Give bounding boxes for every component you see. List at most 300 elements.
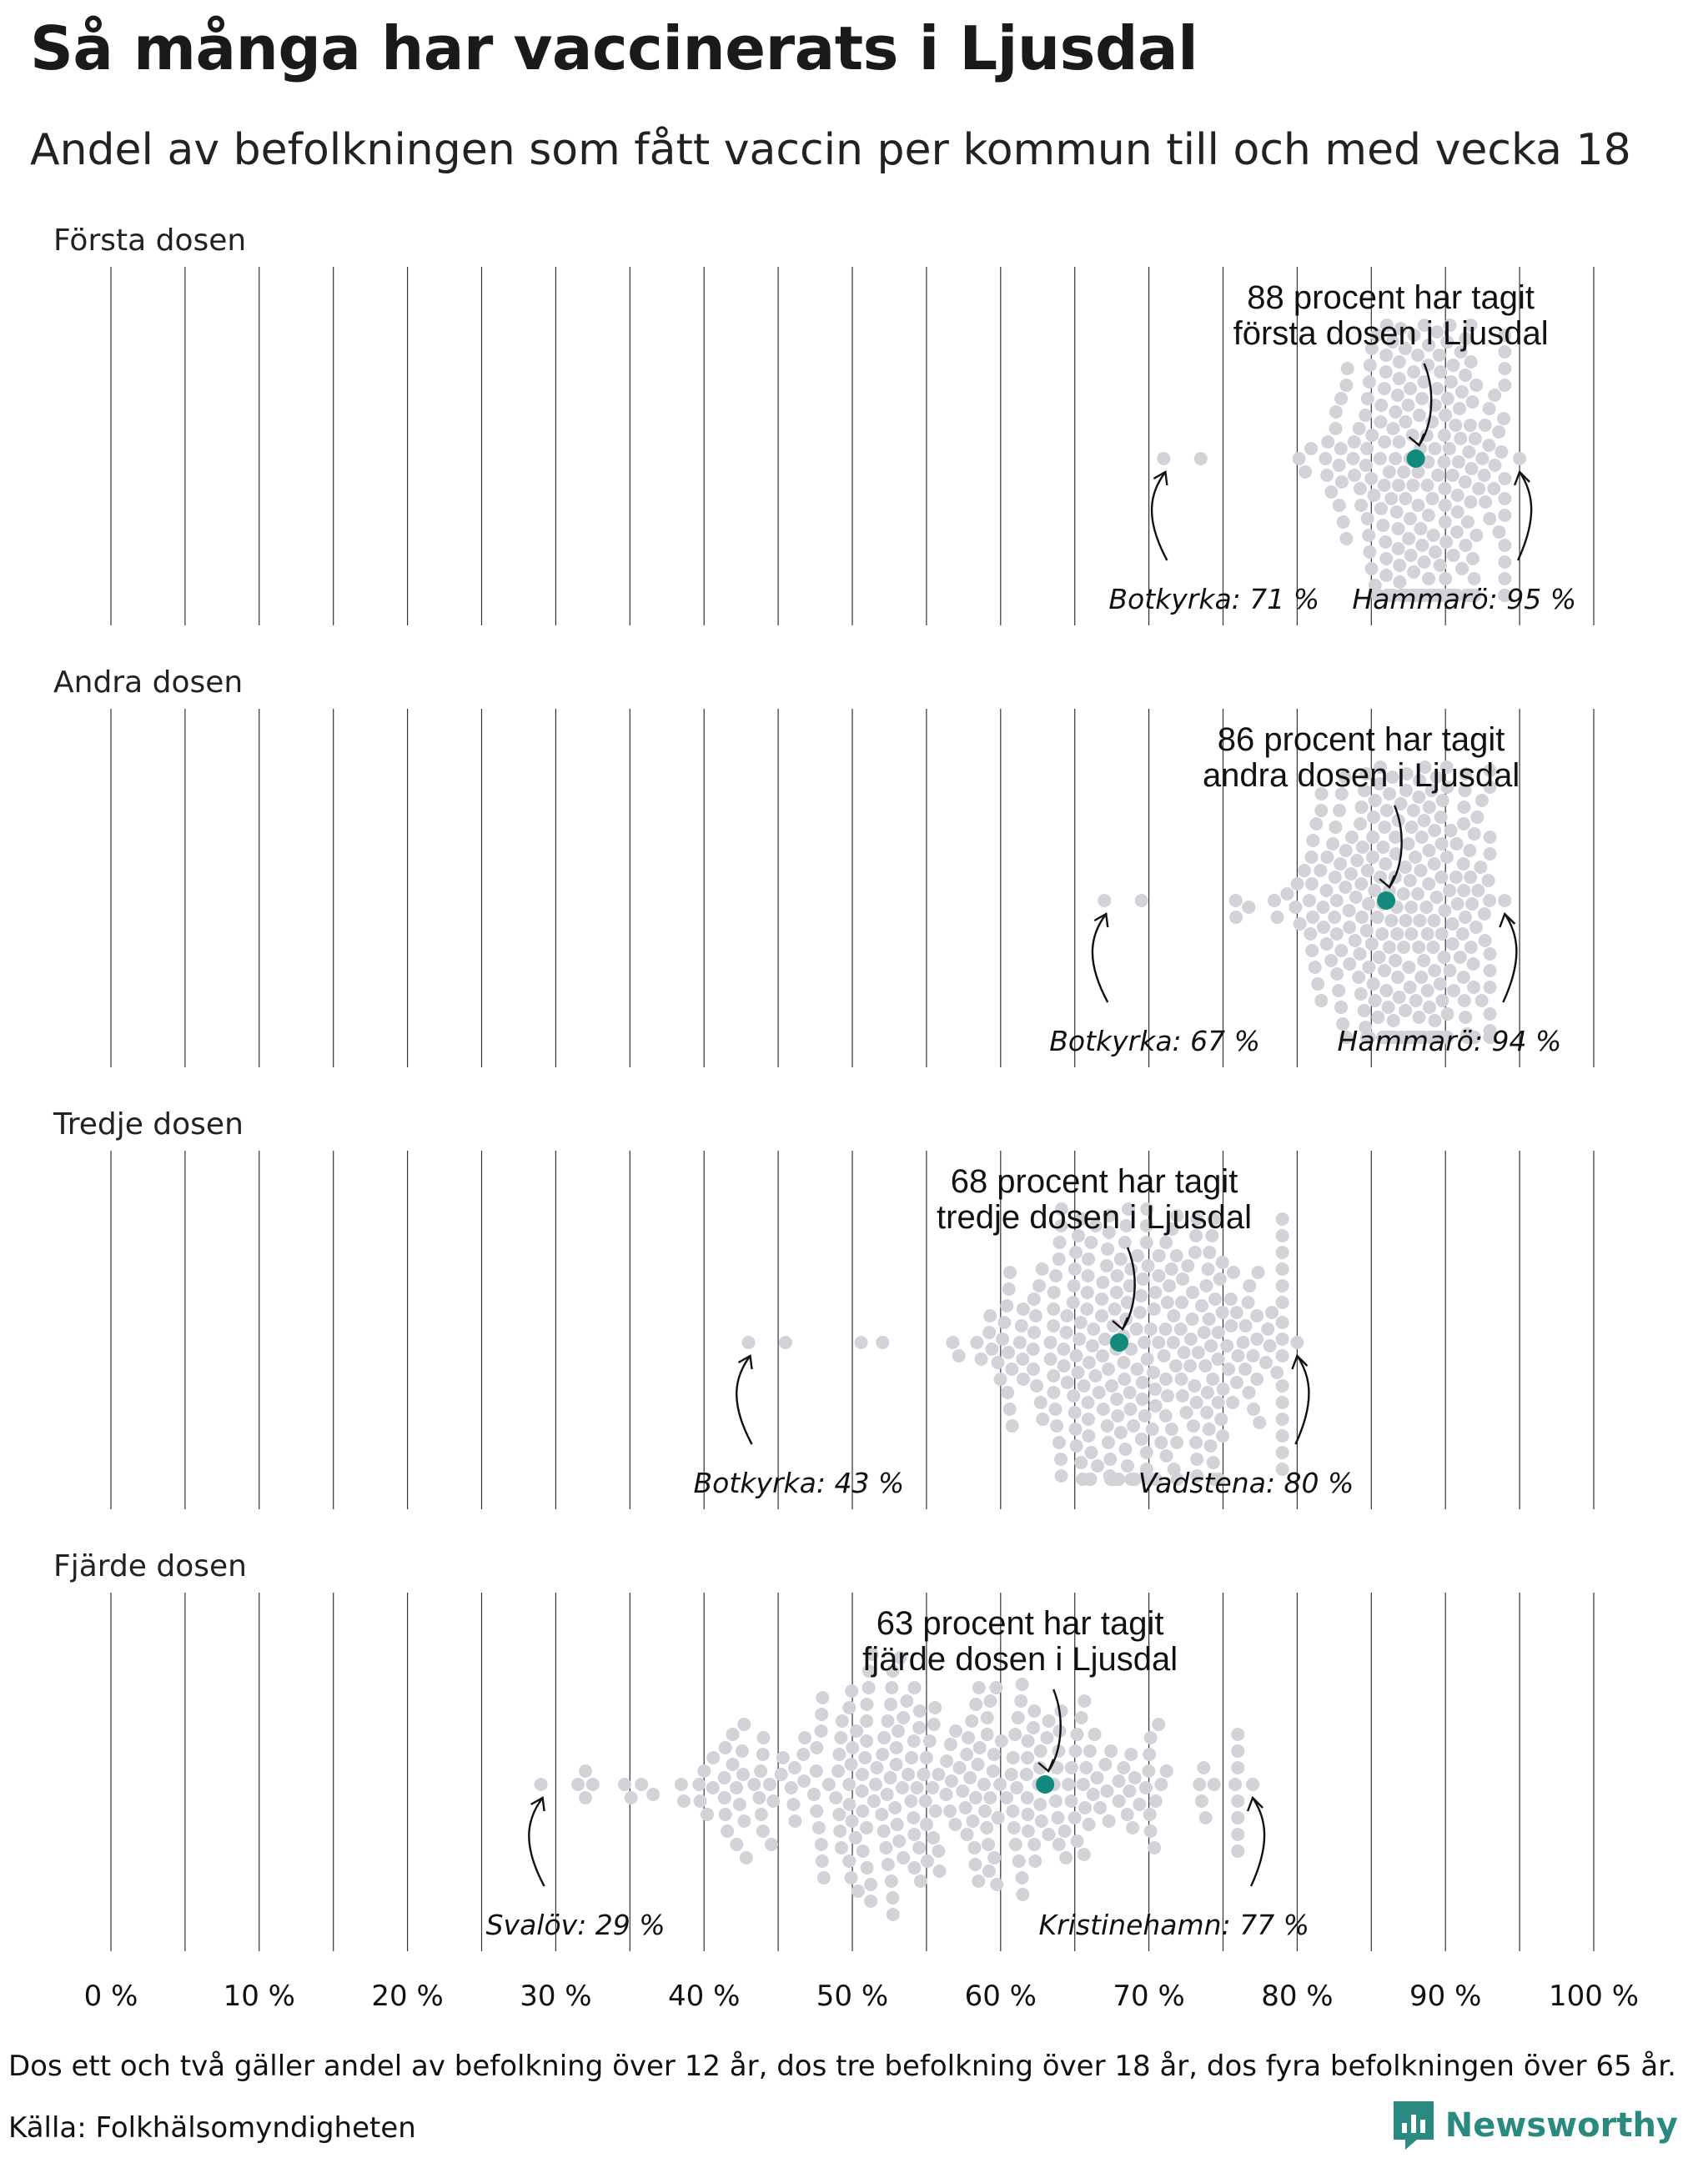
municipality-dot — [1027, 1363, 1040, 1376]
municipality-dot — [1176, 1272, 1189, 1286]
x-tick-label: 70 % — [1113, 1980, 1185, 2013]
municipality-dot — [1231, 1811, 1244, 1824]
municipality-dot — [1379, 984, 1393, 997]
municipality-dot — [1378, 435, 1391, 449]
municipality-dot — [1440, 851, 1454, 864]
municipality-dot — [1330, 967, 1344, 981]
municipality-dot — [1117, 1761, 1130, 1774]
municipality-dot — [982, 1864, 996, 1878]
municipality-dot — [966, 1814, 979, 1828]
municipality-dot — [1163, 1279, 1176, 1292]
municipality-dot — [1143, 1808, 1157, 1821]
municipality-dot — [929, 1804, 942, 1818]
municipality-dot — [832, 1748, 846, 1761]
municipality-dot — [908, 1681, 922, 1694]
municipality-dot — [1389, 452, 1402, 465]
municipality-dot — [1434, 871, 1448, 884]
municipality-dot — [1358, 1004, 1371, 1017]
municipality-dot — [1443, 884, 1456, 897]
municipality-dot — [1084, 1446, 1098, 1459]
municipality-dot — [1124, 1262, 1138, 1276]
municipality-dot — [1068, 1406, 1082, 1419]
municipality-dot — [1316, 901, 1329, 914]
municipality-dot — [1498, 472, 1511, 485]
municipality-dot — [1371, 911, 1384, 924]
municipality-dot — [1134, 1289, 1148, 1302]
municipality-dot — [884, 1698, 897, 1711]
municipality-dot — [752, 1791, 766, 1804]
municipality-dot — [1020, 1768, 1033, 1781]
municipality-dot — [932, 1768, 945, 1781]
municipality-dot — [1374, 502, 1388, 515]
municipality-dot — [1153, 1249, 1166, 1262]
municipality-dot — [855, 1336, 868, 1349]
municipality-dot — [1083, 1818, 1096, 1831]
municipality-dot — [1468, 827, 1481, 841]
municipality-dot — [788, 1761, 801, 1774]
municipality-dot — [1167, 1336, 1180, 1349]
municipality-dot — [1152, 1718, 1165, 1731]
municipality-dot — [1337, 515, 1350, 529]
municipality-dot — [1371, 1011, 1384, 1024]
municipality-dot — [1450, 837, 1464, 851]
municipality-dot — [1021, 1791, 1034, 1804]
municipality-dot — [1345, 831, 1359, 844]
municipality-dot — [677, 1794, 691, 1808]
municipality-dot — [579, 1791, 592, 1804]
municipality-dot — [1380, 804, 1394, 817]
municipality-dot — [1212, 1326, 1225, 1339]
municipality-dot — [1482, 874, 1495, 887]
municipality-dot — [972, 1681, 986, 1694]
municipality-dot — [1247, 1403, 1260, 1416]
municipality-dot — [1379, 857, 1392, 871]
municipality-dot — [1036, 1413, 1049, 1426]
municipality-dot — [990, 1878, 1003, 1891]
municipality-dot — [1492, 525, 1505, 539]
municipality-dot — [1161, 1296, 1174, 1309]
municipality-dot — [701, 1808, 714, 1821]
municipality-dot — [1113, 1774, 1126, 1788]
municipality-dot — [932, 1864, 946, 1878]
municipality-dot — [1103, 1814, 1116, 1828]
municipality-dot — [1328, 911, 1341, 924]
municipality-dot — [1070, 1349, 1083, 1363]
municipality-dot — [1482, 439, 1495, 452]
municipality-dot — [697, 1764, 711, 1778]
municipality-dot — [1188, 1379, 1201, 1393]
municipality-dot — [1319, 884, 1333, 897]
municipality-dot — [1459, 475, 1472, 489]
municipality-dot — [1402, 399, 1415, 412]
municipality-dot — [1144, 1322, 1158, 1336]
municipality-dot — [1027, 1704, 1041, 1718]
municipality-dot — [1263, 1339, 1277, 1352]
municipality-dot — [845, 1871, 858, 1884]
municipality-dot — [1390, 505, 1404, 519]
municipality-dot — [860, 1714, 873, 1728]
municipality-dot — [1320, 469, 1334, 482]
municipality-dot — [1439, 499, 1452, 512]
x-tick-label: 20 % — [371, 1980, 444, 2013]
municipality-dot — [1333, 499, 1346, 512]
municipality-dot — [983, 1309, 997, 1322]
municipality-dot — [1146, 1423, 1159, 1436]
x-tick-label: 30 % — [520, 1980, 592, 2013]
max-municipality-dot — [1498, 894, 1511, 907]
ljusdal-dot — [1407, 449, 1425, 468]
municipality-dot — [1383, 941, 1396, 954]
municipality-dot — [1467, 981, 1480, 994]
municipality-dot — [1411, 887, 1424, 901]
municipality-dot — [1160, 1449, 1173, 1463]
municipality-dot — [1016, 1888, 1029, 1901]
municipality-dot — [920, 1818, 933, 1831]
municipality-dot — [1488, 459, 1501, 472]
municipality-dot — [733, 1798, 746, 1811]
municipality-dot — [1487, 482, 1500, 495]
municipality-dot — [1265, 1306, 1278, 1319]
municipality-dot — [1154, 1436, 1168, 1449]
municipality-dot — [1418, 555, 1431, 569]
municipality-dot — [1203, 1312, 1216, 1326]
municipality-dot — [1044, 1352, 1057, 1366]
municipality-dot — [1027, 1342, 1040, 1356]
municipality-dot — [1475, 794, 1489, 807]
municipality-dot — [1224, 1319, 1238, 1332]
municipality-dot — [1074, 1711, 1088, 1724]
municipality-dot — [1003, 1266, 1017, 1279]
x-tick-label: 10 % — [223, 1980, 295, 2013]
municipality-dot — [882, 1858, 895, 1871]
municipality-dot — [765, 1838, 778, 1851]
municipality-dot — [1441, 392, 1454, 405]
municipality-dot — [1367, 810, 1380, 824]
municipality-dot — [1444, 824, 1458, 837]
municipality-dot — [1354, 987, 1368, 1001]
municipality-dot — [1484, 831, 1497, 844]
municipality-dot — [1015, 1319, 1028, 1332]
municipality-dot — [1027, 1326, 1041, 1339]
footnote: Dos ett och två gäller andel av befolkning över 12 år, dos tre befolkning över 18 år, dos fyra befolkningen över 65 år. — [8, 2050, 1676, 2083]
municipality-dot — [1309, 817, 1323, 831]
min-arrow — [1093, 914, 1108, 1002]
municipality-dot — [912, 1721, 926, 1734]
municipality-dot — [1231, 1844, 1244, 1858]
municipality-dot — [1027, 1838, 1041, 1851]
municipality-dot — [1201, 1386, 1214, 1399]
municipality-dot — [1435, 837, 1449, 851]
municipality-dot — [1362, 961, 1375, 974]
municipality-dot — [1354, 800, 1368, 814]
municipality-dot — [1319, 452, 1332, 465]
municipality-dot — [1067, 1296, 1080, 1309]
municipality-dot — [1142, 1259, 1155, 1272]
municipality-dot — [1110, 1286, 1123, 1299]
municipality-dot — [1253, 1416, 1266, 1429]
brand-name: Newsworthy — [1444, 2106, 1678, 2145]
municipality-dot — [1216, 1306, 1229, 1319]
municipality-dot — [1355, 911, 1369, 924]
municipality-dot — [1065, 1761, 1078, 1774]
municipality-dot — [1000, 1791, 1013, 1804]
municipality-dot — [1047, 1286, 1061, 1299]
municipality-dot — [952, 1349, 966, 1363]
municipality-dot — [1354, 877, 1368, 891]
municipality-dot — [1349, 891, 1363, 904]
municipality-dot — [846, 1814, 859, 1828]
municipality-dot — [1391, 389, 1404, 402]
municipality-dot — [1484, 964, 1497, 977]
municipality-dot — [876, 1748, 889, 1761]
municipality-dot — [1353, 422, 1366, 435]
municipality-dot — [1078, 1801, 1092, 1814]
municipality-dot — [913, 1704, 927, 1718]
municipality-dot — [1341, 362, 1354, 375]
municipality-dot — [1029, 1309, 1042, 1322]
municipality-dot — [1015, 1871, 1028, 1884]
municipality-dot — [1498, 555, 1511, 569]
municipality-dot — [1230, 1306, 1243, 1319]
municipality-dot — [1354, 499, 1368, 512]
municipality-dot — [1070, 1439, 1083, 1453]
municipality-dot — [1356, 841, 1369, 854]
municipality-dot — [1082, 1252, 1095, 1266]
municipality-dot — [940, 1754, 953, 1768]
municipality-dot — [1484, 1007, 1497, 1021]
municipality-dot — [1014, 1694, 1027, 1708]
municipality-dot — [1423, 800, 1436, 814]
municipality-dot — [1170, 1436, 1183, 1449]
municipality-dot — [1049, 1794, 1062, 1808]
municipality-dot — [1050, 1419, 1063, 1433]
municipality-dot — [1369, 794, 1382, 807]
municipality-dot — [1130, 1322, 1143, 1336]
municipality-dot — [1121, 1459, 1134, 1473]
municipality-dot — [817, 1871, 831, 1884]
municipality-dot — [856, 1784, 869, 1798]
highlight-annotation-line2: första dosen i Ljusdal — [1233, 315, 1549, 352]
min-label: Botkyrka: 67 % — [1049, 1025, 1261, 1057]
municipality-dot — [1002, 1282, 1016, 1296]
municipality-dot — [1082, 1429, 1095, 1443]
municipality-dot — [987, 1748, 1001, 1761]
municipality-dot — [1414, 522, 1427, 535]
municipality-dot — [897, 1711, 910, 1724]
municipality-dot — [987, 1764, 1000, 1778]
municipality-dot — [1133, 1798, 1146, 1811]
municipality-dot — [1399, 914, 1412, 927]
municipality-dot — [1084, 1236, 1098, 1249]
municipality-dot — [1148, 1383, 1162, 1396]
municipality-dot — [969, 1698, 982, 1711]
municipality-dot — [1128, 1771, 1142, 1784]
municipality-dot — [981, 1711, 994, 1724]
municipality-dot — [1455, 385, 1469, 399]
municipality-dot — [1118, 1236, 1132, 1249]
municipality-dot — [1449, 419, 1462, 432]
municipality-dot — [1456, 927, 1469, 941]
municipality-dot — [1475, 452, 1489, 465]
municipality-dot — [1016, 1678, 1029, 1691]
municipality-dot — [1305, 944, 1319, 957]
municipality-dot — [1435, 994, 1449, 1007]
municipality-dot — [1199, 1279, 1213, 1292]
municipality-dot — [1469, 921, 1483, 934]
municipality-dot — [1001, 1386, 1014, 1399]
municipality-dot — [1379, 552, 1393, 565]
municipality-dot — [851, 1884, 865, 1898]
municipality-dot — [1365, 429, 1379, 442]
municipality-dot — [1454, 432, 1467, 445]
municipality-dot — [1446, 917, 1459, 931]
municipality-dot — [692, 1778, 706, 1791]
municipality-dot — [1454, 951, 1467, 964]
municipality-dot — [1059, 1851, 1073, 1864]
municipality-dot — [956, 1784, 969, 1798]
municipality-dot — [1343, 904, 1356, 917]
municipality-dot — [1461, 515, 1474, 529]
municipality-dot — [579, 1764, 592, 1778]
municipality-dot — [798, 1731, 811, 1744]
municipality-dot — [968, 1858, 982, 1871]
municipality-dot — [890, 1758, 903, 1771]
municipality-dot — [1087, 1322, 1100, 1336]
municipality-dot — [1197, 1761, 1210, 1774]
municipality-dot — [786, 1798, 800, 1811]
municipality-dot — [1010, 1781, 1023, 1794]
municipality-dot — [1324, 485, 1338, 499]
municipality-dot — [1276, 1316, 1289, 1329]
municipality-dot — [1417, 954, 1430, 967]
ljusdal-dot — [1036, 1775, 1054, 1794]
municipality-dot — [1330, 927, 1344, 941]
municipality-dot — [923, 1734, 937, 1748]
municipality-dot — [831, 1764, 845, 1778]
municipality-dot — [1022, 1824, 1035, 1838]
municipality-dot — [756, 1824, 770, 1838]
municipality-dot — [1450, 525, 1464, 539]
municipality-dot — [1186, 1286, 1199, 1299]
panel-3 — [111, 1151, 1594, 1509]
municipality-dot — [832, 1808, 846, 1821]
municipality-dot — [928, 1701, 942, 1714]
municipality-dot — [834, 1731, 847, 1744]
municipality-dot — [1354, 947, 1367, 961]
municipality-dot — [1176, 1389, 1189, 1403]
municipality-dot — [755, 1808, 768, 1821]
municipality-dot — [1203, 1246, 1216, 1259]
municipality-dot — [1348, 435, 1361, 449]
municipality-dot — [1427, 529, 1440, 542]
municipality-dot — [1143, 1748, 1156, 1761]
municipality-dot — [982, 1838, 995, 1851]
municipality-dot — [1330, 894, 1344, 907]
municipality-dot — [1072, 1366, 1085, 1379]
municipality-dot — [1415, 392, 1429, 405]
municipality-dot — [1135, 894, 1148, 907]
municipality-dot — [719, 1741, 732, 1754]
chart-title: Så många har vaccinerats i Ljusdal — [30, 13, 1198, 83]
municipality-dot — [1378, 821, 1391, 834]
municipality-dot — [983, 1791, 997, 1804]
municipality-dot — [1352, 971, 1365, 984]
municipality-dot — [1276, 1212, 1289, 1226]
municipality-dot — [1436, 794, 1449, 807]
municipality-dot — [1049, 1403, 1062, 1416]
municipality-dot — [1138, 1409, 1152, 1423]
municipality-dot — [1058, 1824, 1072, 1838]
municipality-dot — [706, 1751, 720, 1764]
municipality-dot — [1399, 415, 1412, 429]
municipality-dot — [1339, 532, 1353, 545]
municipality-dot — [1457, 971, 1470, 984]
municipality-dot — [726, 1758, 740, 1771]
municipality-dot — [1206, 1373, 1219, 1386]
municipality-dot — [1217, 1383, 1230, 1396]
municipality-dot — [1360, 924, 1374, 937]
municipality-dot — [850, 1724, 863, 1738]
municipality-dot — [1420, 479, 1434, 492]
municipality-dot — [904, 1794, 917, 1808]
municipality-dot — [944, 1738, 957, 1751]
municipality-dot — [1252, 1266, 1265, 1279]
municipality-dot — [1339, 881, 1352, 894]
municipality-dot — [1193, 1778, 1206, 1791]
municipality-dot — [1439, 409, 1452, 422]
municipality-dot — [788, 1814, 801, 1828]
municipality-dot — [842, 1798, 856, 1811]
municipality-dot — [989, 1681, 1002, 1694]
municipality-dot — [1271, 911, 1284, 924]
municipality-dot — [1334, 857, 1347, 871]
municipality-dot — [1034, 1396, 1047, 1409]
municipality-dot — [1428, 964, 1441, 977]
municipality-dot — [1334, 392, 1348, 405]
municipality-dot — [1149, 1399, 1163, 1413]
municipality-dot — [1231, 1828, 1244, 1841]
municipality-dot — [1212, 1352, 1225, 1366]
municipality-dot — [1111, 1409, 1124, 1423]
municipality-dot — [857, 1844, 870, 1858]
municipality-dot — [1404, 382, 1417, 395]
municipality-dot — [1478, 907, 1491, 921]
municipality-dot — [1276, 1229, 1289, 1242]
municipality-dot — [991, 1356, 1004, 1369]
municipality-dot — [1080, 1302, 1093, 1316]
municipality-dot — [1190, 1396, 1203, 1409]
municipality-dot — [1007, 1751, 1020, 1764]
municipality-dot — [706, 1781, 720, 1794]
municipality-dot — [1458, 994, 1471, 1007]
municipality-dot — [1343, 921, 1356, 934]
municipality-dot — [1492, 425, 1505, 439]
municipality-dot — [1077, 1778, 1090, 1791]
municipality-dot — [1374, 871, 1387, 884]
municipality-dot — [1479, 495, 1492, 509]
municipality-dot — [1054, 1453, 1068, 1466]
municipality-dot — [810, 1804, 823, 1818]
municipality-dot — [1457, 884, 1470, 897]
municipality-dot — [1276, 1446, 1289, 1459]
municipality-dot — [1413, 914, 1426, 927]
municipality-dot — [1276, 1413, 1289, 1426]
municipality-dot — [907, 1811, 920, 1824]
municipality-dot — [1483, 512, 1496, 525]
municipality-dot — [1090, 1771, 1103, 1784]
max-label: Vadstena: 80 % — [1138, 1467, 1354, 1499]
municipality-dot — [1459, 1011, 1472, 1024]
